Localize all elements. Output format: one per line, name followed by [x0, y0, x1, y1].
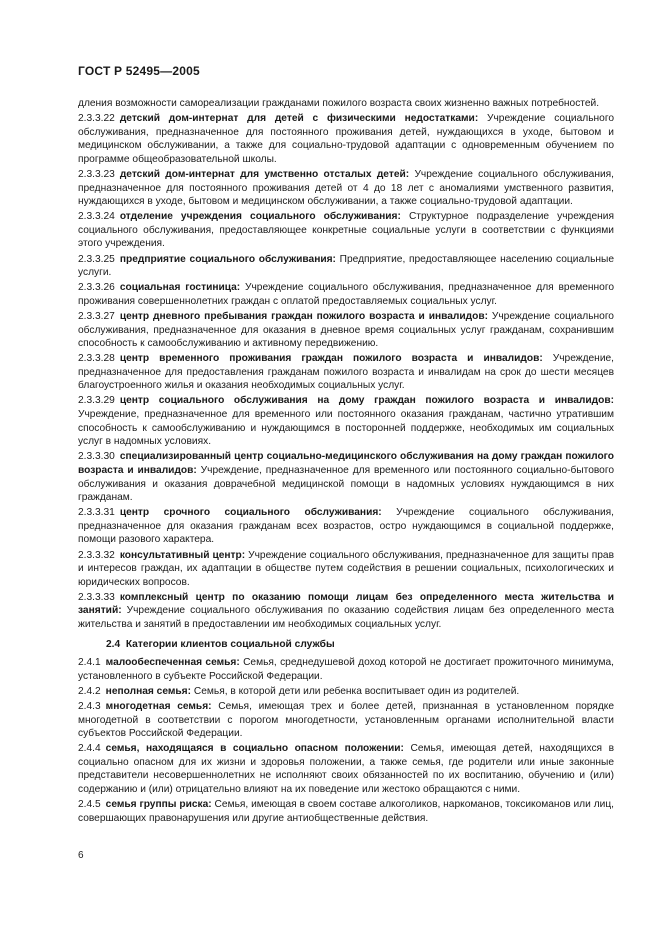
definition-entry	[78, 210, 614, 251]
entry-term: комплексный центр по оказанию помощи лицам без определенного места жительства и занятий:	[78, 591, 614, 617]
entry-term: многодетная семья:	[105, 700, 212, 712]
entry-number: 2.4.1	[78, 657, 101, 669]
client-categories-list	[78, 656, 614, 825]
entry-term: консультативный центр:	[119, 549, 246, 561]
entry-definition: Семья, имеющая трех и более детей, признанная в установленном порядке многодетной в соответствии с порогом многодетности, установленным органами исполнительной власти субъектов Российской Федерации.	[78, 700, 614, 740]
entry-number: 2.4.5	[78, 799, 101, 811]
entry-number: 2.4.2	[78, 685, 101, 697]
entry-definition: Семья, имеющая в своем составе алкоголиков, наркоманов, токсикоманов или лиц, совершающих правонарушения или другие антиобщественные действия.	[78, 799, 614, 824]
entry-definition: Учреждение социального обслуживания, предназначенное для оказания в дневное время социальных услуг гражданам, сохранившим способность к самообслуживанию и активному передвижению.	[78, 310, 614, 350]
intro-paragraph: дления возможности самореализации гражданами пожилого возраста своих жизненно важных потребностей.	[78, 98, 600, 109]
entry-term: малообеспеченная семья:	[105, 657, 240, 669]
entry-term: социальная гостиница:	[119, 282, 241, 294]
definition-entry	[78, 656, 614, 683]
entry-definition: Учреждение социального обслуживания, предназначенное для постоянного проживания детей, нуждающихся в уходе, бытовом и медицинском обслуживании, а также для социально-трудовой адаптации с одновременным обучением по программе общеобразовательной школы.	[78, 113, 614, 165]
entry-definition: Учреждение, предназначенное для временного или постоянного социально-бытового обслуживания и оказания доврачебной медицинской помощи в надомных условиях нуждающимся в них гражданам.	[78, 464, 614, 504]
section-number: 2.4	[106, 638, 121, 650]
definition-entry	[78, 253, 614, 280]
entry-number: 2.4.3	[78, 700, 101, 712]
entry-term: центр временного проживания граждан пожилого возраста и инвалидов:	[119, 353, 543, 365]
entry-term: специализированный центр социально-медицинского обслуживания на дому граждан пожилого возраста и инвалидов:	[78, 451, 614, 476]
definitions-list	[78, 112, 614, 631]
entry-definition: Семья, среднедушевой доход которой не достигает прожиточного минимума, установленного в субъекте Российской Федерации.	[78, 657, 614, 682]
entry-term: неполная семья:	[105, 685, 192, 697]
definition-entry	[78, 685, 614, 699]
section-title: Категории клиентов социальной службы	[125, 638, 335, 650]
entry-definition: Учреждение социального обслуживания по оказанию содействия лицам без определенного места жительства и занятий в предоставлении им необходимых социальных услуг.	[78, 605, 614, 630]
entry-definition: Учреждение, предназначенное для предоставления гражданам пожилого возраста и инвалидам на срок до шести месяцев благоустроенного жилья и оказания необходимых социальных услуг.	[78, 353, 614, 392]
entry-number: 2.3.3.32	[78, 549, 115, 561]
entry-number: 2.3.3.24	[78, 211, 115, 223]
entry-number: 2.3.3.33	[78, 591, 115, 603]
document-body	[78, 97, 614, 827]
entry-number: 2.4.4	[78, 743, 101, 755]
definition-entry	[78, 450, 614, 504]
definition-entry	[78, 168, 614, 209]
entry-term: детский дом-интернат для умственно отсталых детей:	[119, 168, 410, 180]
definition-entry	[78, 281, 614, 308]
definition-entry	[78, 112, 614, 166]
entry-number: 2.3.3.25	[78, 253, 115, 265]
entry-number: 2.3.3.31	[78, 507, 115, 519]
entry-definition: Семья, имеющая детей, находящихся в социально опасном для их жизни и здоровья положении, а также семья, где родители или иные законные представители несовершеннолетних не исполняют своих обязанностей по их воспитанию, обучению и (или) содержанию и (или) отрицательно влияют на их поведение или жестоко обращаются с ними.	[78, 743, 614, 795]
entry-term: семья группы риска:	[105, 799, 212, 811]
entry-term: предприятие социального обслуживания:	[119, 253, 336, 265]
entry-number: 2.3.3.23	[78, 168, 115, 180]
definition-entry	[78, 549, 614, 590]
entry-definition: Семья, в которой дети или ребенка воспитывает один из родителей.	[193, 685, 520, 697]
entry-definition: Учреждение социального обслуживания, предназначенное для временного проживания совершеннолетних граждан с оплатой предоставляемых социальных услуг.	[78, 282, 614, 307]
entry-definition: Учреждение, предназначенное для временного или постоянного оказания гражданам, частично утратившим способность к самообслуживанию и нуждающимся в посторонней поддержке, необходимых им социальных услуг в надомных условиях.	[78, 409, 614, 448]
entry-term: центр дневного пребывания граждан пожилого возраста и инвалидов:	[119, 310, 488, 322]
page-number: 6	[78, 850, 84, 861]
entry-definition: Структурное подразделение учреждения социального обслуживания, предоставляющее конкретные социальные услуги в соответствии с функциями этого учреждения.	[78, 211, 615, 250]
definition-entry	[78, 352, 614, 393]
entry-definition: Учреждение социального обслуживания, предназначенное для оказания гражданам всех возрастов, остро нуждающимся в социальной поддержке, помощи разового характера.	[78, 507, 614, 546]
definition-entry	[78, 742, 614, 796]
entry-number: 2.3.3.26	[78, 282, 115, 294]
section-heading	[106, 638, 614, 652]
definition-entry	[78, 506, 614, 547]
definition-entry	[78, 591, 614, 632]
definition-entry	[78, 798, 614, 825]
definition-entry	[78, 700, 614, 741]
entry-number: 2.3.3.28	[78, 353, 115, 365]
entry-term: детский дом-интернат для детей с физическими недостатками:	[119, 113, 479, 125]
entry-number: 2.3.3.29	[78, 395, 115, 407]
document-header: ГОСТ Р 52495—2005	[78, 64, 200, 78]
entry-number: 2.3.3.22	[78, 113, 115, 125]
entry-term: центр срочного социального обслуживания:	[119, 507, 382, 519]
entry-number: 2.3.3.30	[78, 451, 115, 463]
entry-term: центр социального обслуживания на дому граждан пожилого возраста и инвалидов:	[119, 395, 614, 407]
entry-definition: Учреждение социального обслуживания, предназначенное для постоянного проживания детей от 4 до 18 лет с аномалиями умственного развития, нуждающихся в уходе, бытовом и медицинском обслуживании, а также социально-трудовой адаптации.	[78, 168, 614, 208]
entry-term: отделение учреждения социального обслуживания:	[119, 211, 401, 223]
entry-definition: Предприятие, предоставляющее населению социальные услуги.	[78, 253, 614, 279]
entry-term: семья, находящаяся в социально опасном положении:	[105, 743, 404, 755]
definition-entry	[78, 310, 614, 351]
definition-entry	[78, 394, 614, 448]
entry-definition: Учреждение социального обслуживания, предназначенное для защиты прав и интересов граждан, их адаптации в обществе путем содействия в решении социальных, психологических и юридических вопросов.	[78, 549, 614, 588]
entry-number: 2.3.3.27	[78, 310, 115, 322]
